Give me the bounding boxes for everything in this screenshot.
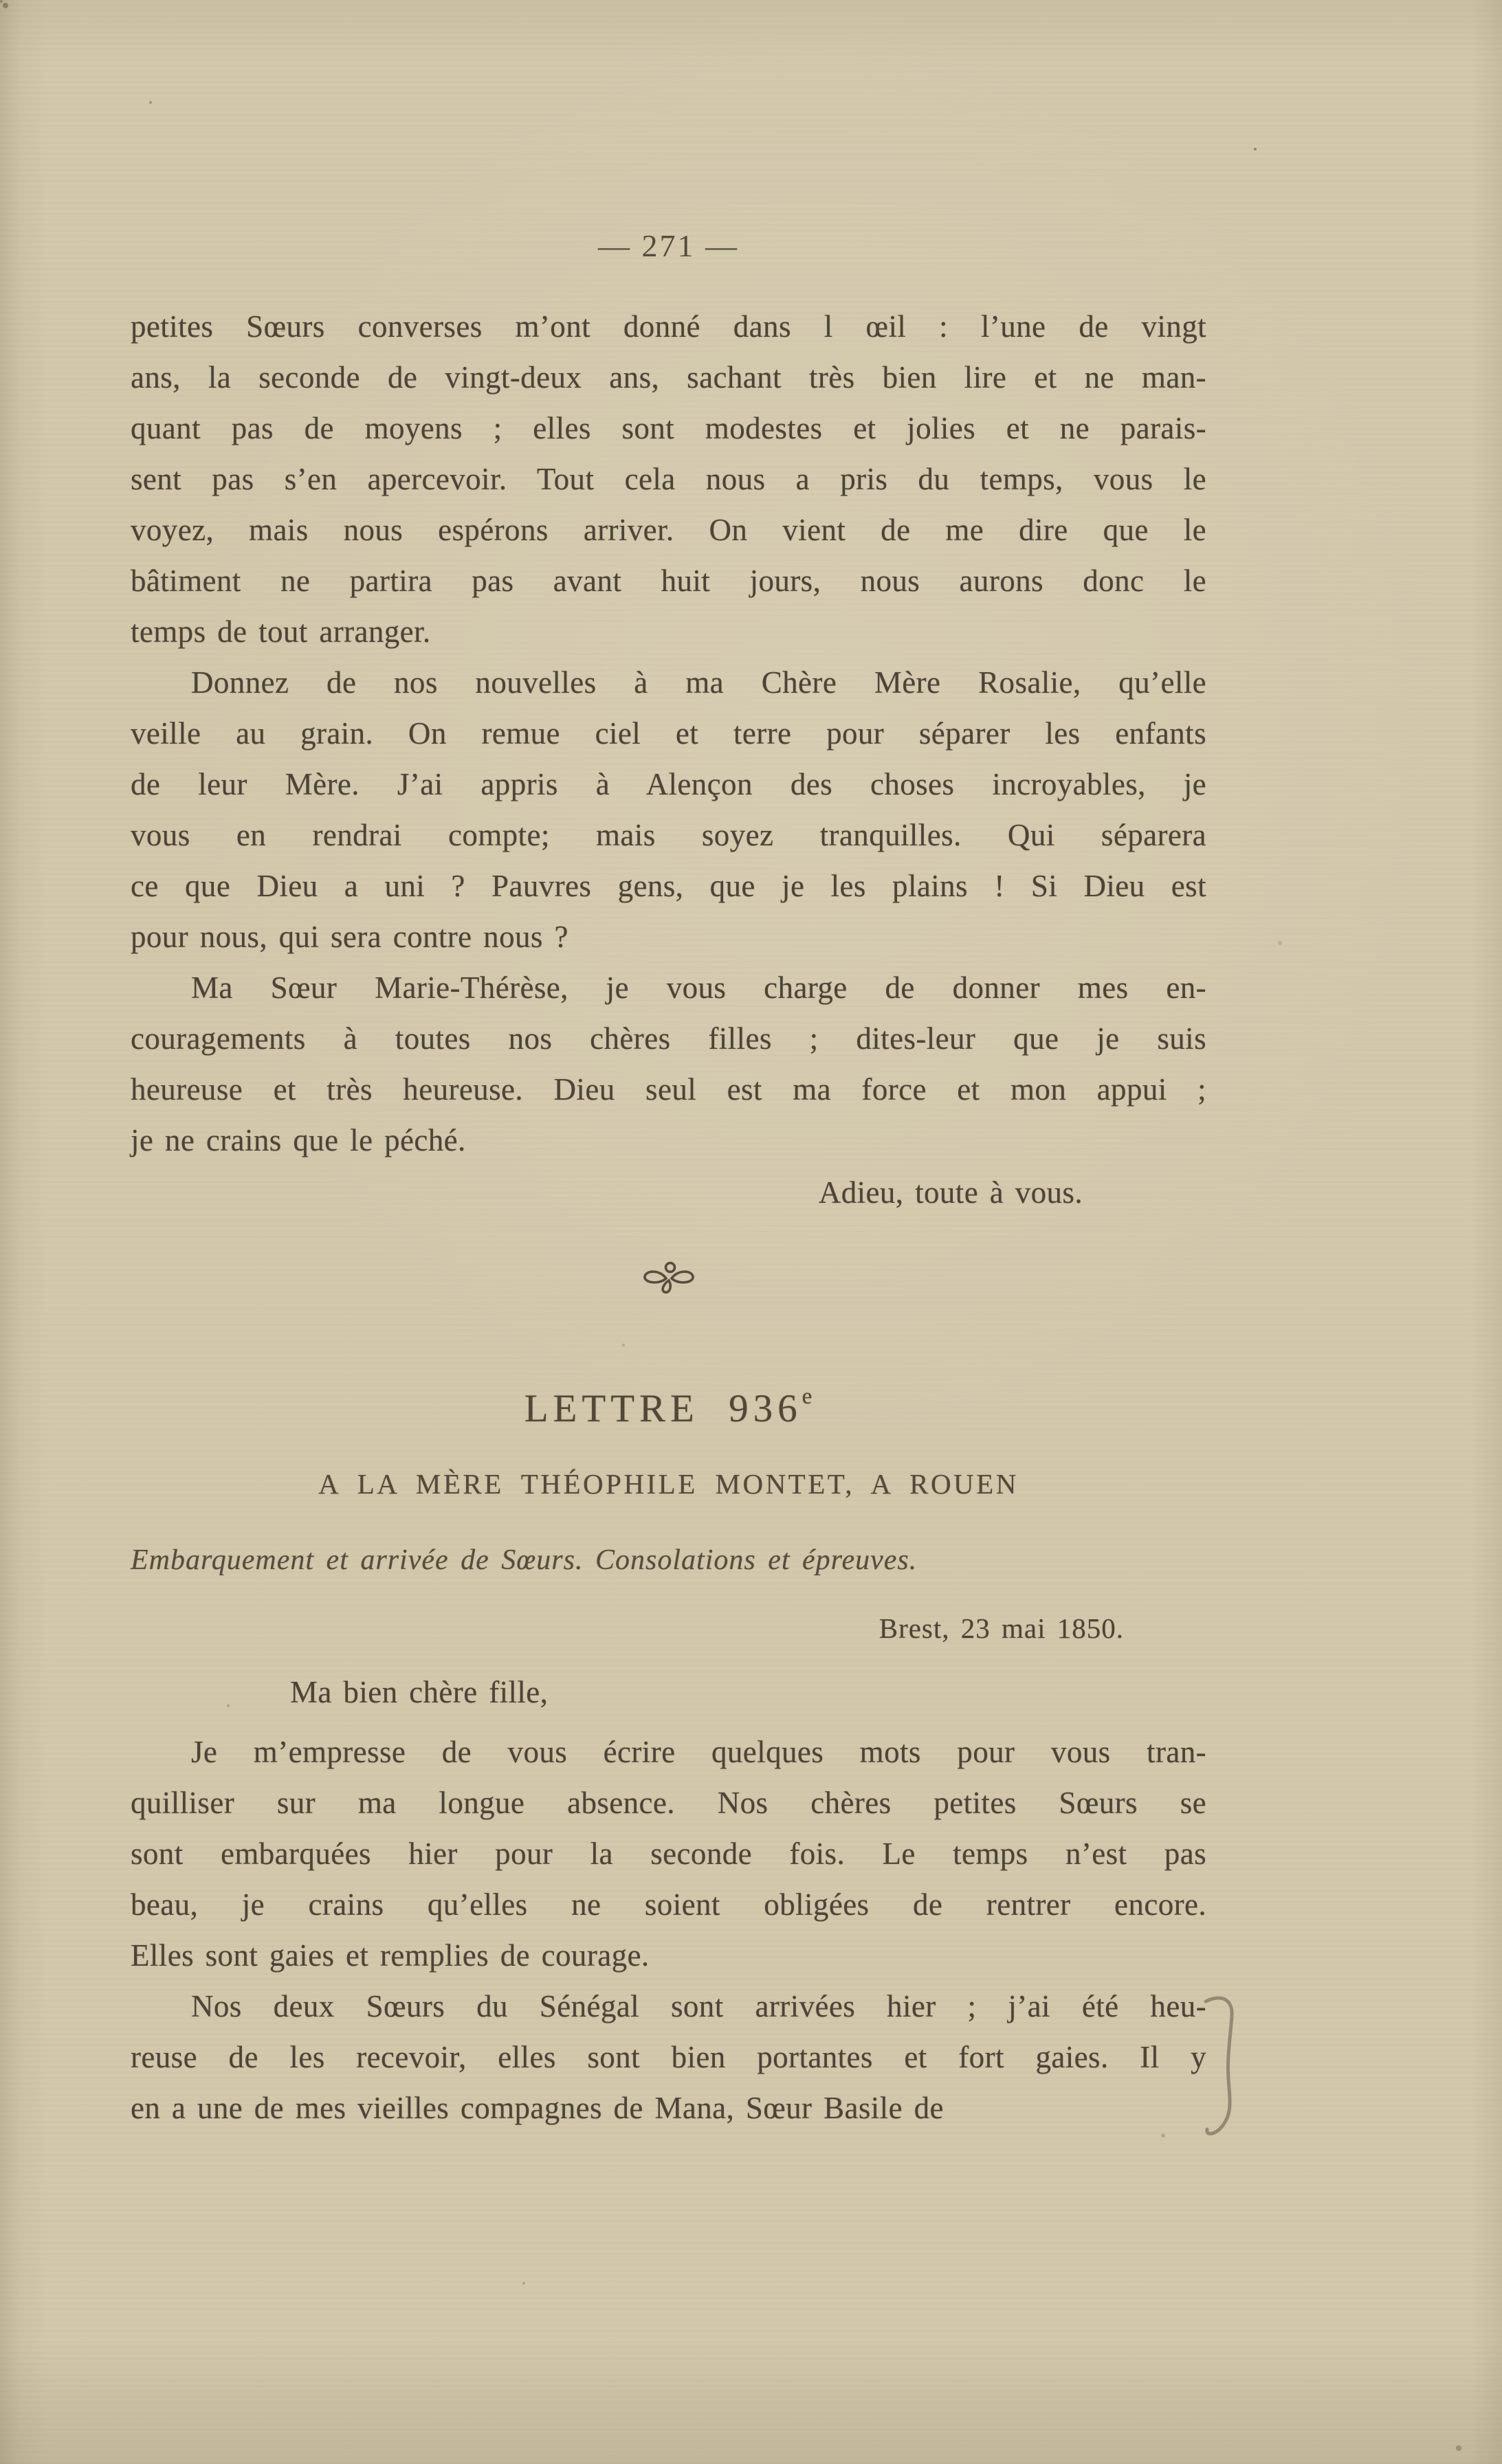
text-line: Elles sont gaies et remplies de courage. <box>131 1938 650 1973</box>
letter-dateline: Brest, 23 mai 1850. <box>879 1612 1124 1644</box>
text-line: ans, la seconde de vingt-deux ans, sachant très bien lire et ne man- <box>131 360 1206 395</box>
page-body <box>131 301 1206 2133</box>
letter-signoff: Adieu, toute à vous. <box>818 1175 1083 1210</box>
text-column <box>131 0 1206 2133</box>
text-line: beau, je crains qu’elles ne soient obligées de rentrer encore. <box>131 1887 1206 1922</box>
letter-number-superscript: e <box>802 1384 813 1409</box>
text-line: temps de tout arranger. <box>131 614 431 649</box>
text-line: veille au grain. On remue ciel et terre pour séparer les enfants <box>131 716 1206 751</box>
handwritten-margin-bracket <box>1202 1992 1261 2140</box>
letter-addressee: A LA MÈRE THÉOPHILE MONTET, A ROUEN <box>318 1468 1019 1500</box>
text-line: vous en rendrai compte; mais soyez tranquilles. Qui séparera <box>131 818 1206 852</box>
paragraph-embarquement <box>131 1727 1206 1981</box>
text-line: de leur Mère. J’ai appris à Alençon des choses incroyables, je <box>131 767 1206 801</box>
paper-specks <box>0 0 3 3</box>
paragraph-rosalie <box>131 657 1206 962</box>
fleuron-ornament-icon <box>639 1258 698 1298</box>
text-line: ce que Dieu a uni ? Pauvres gens, que je les plains ! Si Dieu est <box>131 869 1206 903</box>
text-line: heureuse et très heureuse. Dieu seul est ma force et mon appui ; <box>131 1072 1206 1107</box>
text-line: bâtiment ne partira pas avant huit jours, nous aurons donc le <box>131 564 1206 598</box>
page-number: — 271 — <box>598 228 739 263</box>
text-line: Nos deux Sœurs du Sénégal sont arrivées hier ; j’ai été heu- <box>191 1989 1206 2023</box>
text-line: sent pas s’en apercevoir. Tout cela nous a pris du temps, vous le <box>131 462 1206 496</box>
letter-summary: Embarquement et arrivée de Sœurs. Consolations et épreuves. <box>131 1544 918 1576</box>
paragraph-marie-therese <box>131 962 1206 1166</box>
text-line: quilliser sur ma longue absence. Nos chères petites Sœurs se <box>131 1786 1206 1820</box>
letter-heading-text: LETTRE 936 <box>524 1387 802 1430</box>
text-line: sont embarquées hier pour la seconde fois. Le temps n’est pas <box>131 1836 1206 1871</box>
text-line: Ma Sœur Marie-Thérèse, je vous charge de donner mes en- <box>191 970 1206 1005</box>
text-line: couragements à toutes nos chères filles ; dites-leur que je suis <box>131 1021 1206 1056</box>
letter-salutation: Ma bien chère fille, <box>290 1675 549 1709</box>
text-line: en a une de mes vieilles compagnes de Mana, Sœur Basile de <box>131 2091 944 2125</box>
text-line: quant pas de moyens ; elles sont modestes et jolies et ne parais- <box>131 411 1206 445</box>
text-line: petites Sœurs converses m’ont donné dans l œil : l’une de vingt <box>131 309 1206 344</box>
text-line: voyez, mais nous espérons arriver. On vient de me dire que le <box>131 513 1206 547</box>
letter-heading <box>131 1375 1206 1431</box>
text-line: Donnez de nos nouvelles à ma Chère Mère Rosalie, qu’elle <box>191 665 1206 700</box>
paragraph-continuation <box>131 301 1206 657</box>
text-line: Je m’empresse de vous écrire quelques mots pour vous tran- <box>191 1735 1206 1769</box>
text-line: reuse de les recevoir, elles sont bien portantes et fort gaies. Il y <box>131 2040 1206 2074</box>
text-line: pour nous, qui sera contre nous ? <box>131 920 568 954</box>
paragraph-senegal <box>131 1981 1206 2133</box>
text-line: je ne crains que le péché. <box>131 1123 466 1157</box>
